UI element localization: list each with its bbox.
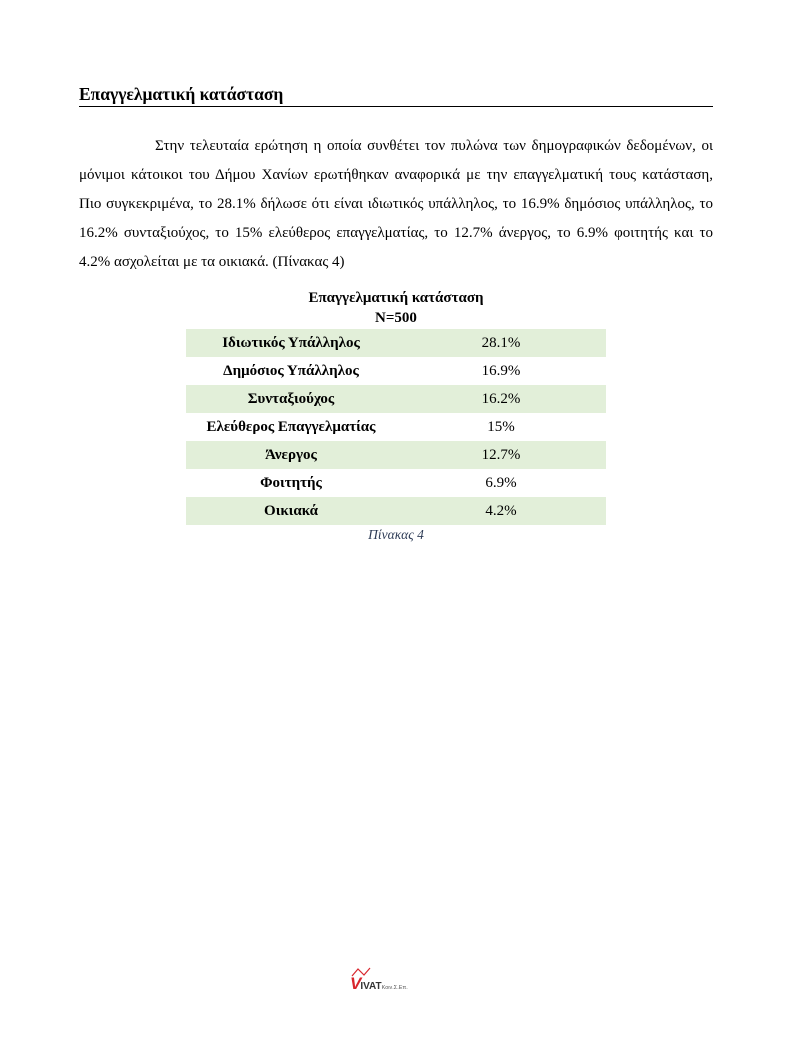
row-label: Άνεργος: [186, 441, 396, 469]
table-caption: Πίνακας 4: [368, 527, 424, 542]
row-label: Δημόσιος Υπάλληλος: [223, 362, 359, 379]
row-value: 16.2%: [396, 385, 606, 413]
row-value: 12.7%: [396, 441, 606, 469]
table-row: [186, 441, 606, 469]
row-label: Ελεύθερος Επαγγελματίας: [206, 418, 376, 435]
vivat-logo: [350, 966, 408, 994]
row-label: Συνταξιούχος: [186, 385, 396, 413]
row-value: 6.9%: [485, 474, 517, 491]
table-row: [186, 413, 606, 441]
row-value: 28.1%: [396, 329, 606, 357]
row-label: Οικιακά: [186, 497, 396, 525]
paragraph-text: Στην τελευταία ερώτηση η οποία συνθέτει τον πυλώνα των δημογραφικών δεδομένων, οι μόνιμοι κάτοικοι του Δήμου Χανίων ερωτήθηκαν αναφορικά με την επαγγελματική τους κατάσταση, Πιο συγκεκριμένα, το 28.1% δήλωσε ότι είναι ιδιωτικός υπάλληλος, το 16.9% δημόσιος υπάλληλος, το 16.2% συνταξιούχος, το 15% ελεύθερος επαγγελματίας, το 12.7% άνεργος, το 6.9% φοιτητής και το 4.2% ασχολείται με τα οικιακά. (Πίνακας 4): [79, 138, 713, 270]
occupation-table: [186, 329, 606, 525]
logo-text: IVAT: [360, 981, 382, 992]
row-value: 4.2%: [396, 497, 606, 525]
row-value: 16.9%: [481, 362, 521, 379]
table-row: [186, 329, 606, 357]
table-title: Επαγγελματική κατάσταση: [308, 290, 484, 306]
table-row: [186, 469, 606, 497]
logo-initial: V: [350, 974, 361, 993]
row-label: Ιδιωτικός Υπάλληλος: [186, 329, 396, 357]
section-heading: Επαγγελματική κατάσταση: [79, 83, 713, 107]
table-subtitle: N=500: [375, 310, 417, 326]
table-row: [186, 385, 606, 413]
row-value: 15%: [487, 418, 515, 435]
table-row: [186, 497, 606, 525]
row-label: Φοιτητής: [260, 474, 322, 491]
body-paragraph: [79, 132, 713, 277]
table-row: [186, 357, 606, 385]
table-title-block: [186, 288, 606, 328]
logo-subtext: Κοιν.Σ.Επ.: [381, 985, 408, 991]
